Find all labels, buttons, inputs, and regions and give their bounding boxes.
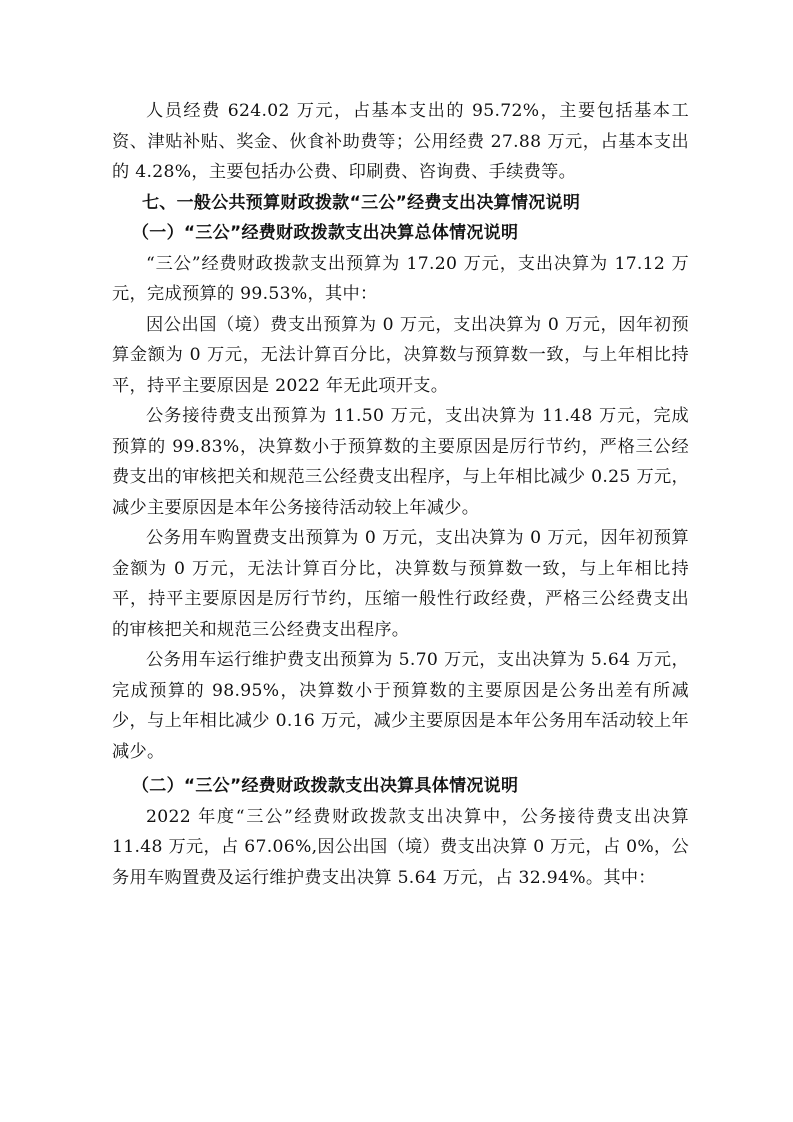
document-body (112, 96, 689, 893)
paragraph-overseas-travel: 因公出国（境）费支出预算为 0 万元，支出决算为 0 万元，因年初预算金额为 0 万元，无法计算百分比，决算数与预算数一致，与上年相比持平，持平主要原因是 2022 年无此项开支。 (112, 314, 689, 396)
paragraph-2022-breakdown: 2022 年度“三公”经费财政拨款支出决算中，公务接待费支出决算 11.48 万元，占 67.06%,因公出国（境）费支出决算 0 万元，占 0%，公务用车购置费及运行维护费支出决算 5.64 万元，占 32.94%。其中： (112, 806, 689, 888)
paragraph-vehicle-operation: 公务用车运行维护费支出预算为 5.70 万元，支出决算为 5.64 万元，完成预算的 98.95%，决算数小于预算数的主要原因是公务出差有所减少，与上年相比减少 0.16 万元，减少主要原因是本年公务用车活动较上年减少。 (112, 650, 689, 762)
paragraph-official-reception: 公务接待费支出预算为 11.50 万元，支出决算为 11.48 万元，完成预算的 99.83%，决算数小于预算数的主要原因是厉行节约，严格三公经费支出的审核把关和规范三公经费支出程序，与上年相比减少 0.25 万元，减少主要原因是本年公务接待活动较上年减少。 (112, 406, 689, 518)
subsection-heading-overall: （一）“三公”经费财政拨款支出决算总体情况说明 (132, 223, 519, 243)
paragraph-personnel-public-expenses: 人员经费 624.02 万元，占基本支出的 95.72%，主要包括基本工资、津贴补贴、奖金、伙食补助费等；公用经费 27.88 万元，占基本支出的 4.28%，主要包括办公费、印刷费、咨询费、手续费等。 (112, 101, 689, 182)
paragraph-three-public-total: “三公”经费财政拨款支出预算为 17.20 万元，支出决算为 17.12 万元，完成预算的 99.53%，其中： (112, 253, 689, 304)
subsection-heading-details: （二）“三公”经费财政拨款支出决算具体情况说明 (132, 776, 519, 796)
paragraph-vehicle-purchase: 公务用车购置费支出预算为 0 万元，支出决算为 0 万元，因年初预算金额为 0 万元，无法计算百分比，决算数与预算数一致，与上年相比持平，持平主要原因是厉行节约，压缩一般性行政经费，严格三公经费支出的审核把关和规范三公经费支出程序。 (112, 528, 689, 640)
section-heading-three-public-expenses: 七、一般公共预算财政拨款“三公”经费支出决算情况说明 (142, 192, 581, 213)
